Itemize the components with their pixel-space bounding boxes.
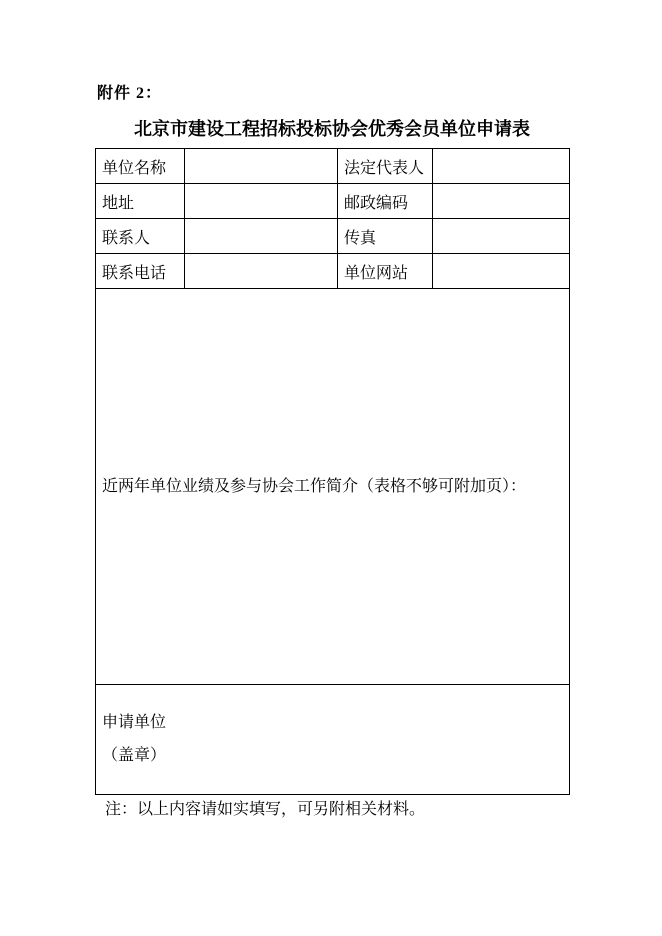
attachment-label: 附件 2： — [97, 85, 163, 102]
legal-representative-label: 法定代表人 — [338, 149, 433, 184]
fax-label: 传真 — [338, 219, 433, 254]
address-field[interactable] — [185, 184, 338, 219]
website-field[interactable] — [433, 254, 570, 289]
unit-name-label: 单位名称 — [96, 149, 185, 184]
postal-code-label: 邮政编码 — [338, 184, 433, 219]
website-label: 单位网站 — [338, 254, 433, 289]
table-row-applicant-seal — [96, 685, 570, 795]
page-title: 北京市建设工程招标投标协会优秀会员单位申请表 — [134, 119, 530, 139]
table-row-unit-name — [96, 149, 570, 184]
applicant-label: 申请单位 — [102, 714, 167, 731]
seal-label: （盖章） — [102, 747, 167, 764]
footer-note: 注：以上内容请如实填写，可另附相关材料。 — [105, 801, 426, 818]
contact-person-field[interactable] — [185, 219, 338, 254]
contact-phone-field[interactable] — [185, 254, 338, 289]
table-row-contact-phone — [96, 254, 570, 289]
fax-field[interactable] — [433, 219, 570, 254]
unit-name-field[interactable] — [185, 149, 338, 184]
performance-summary-label: 近两年单位业绩及参与协会工作简介（表格不够可附加页）： — [102, 477, 527, 495]
table-row-address — [96, 184, 570, 219]
contact-phone-label: 联系电话 — [96, 254, 185, 289]
performance-summary-field[interactable] — [96, 289, 570, 685]
application-form-table — [95, 148, 570, 795]
address-label: 地址 — [96, 184, 185, 219]
table-row-contact-person — [96, 219, 570, 254]
postal-code-field[interactable] — [433, 184, 570, 219]
applicant-seal-field[interactable] — [96, 685, 570, 795]
contact-person-label: 联系人 — [96, 219, 185, 254]
table-row-performance-summary — [96, 289, 570, 685]
legal-representative-field[interactable] — [433, 149, 570, 184]
